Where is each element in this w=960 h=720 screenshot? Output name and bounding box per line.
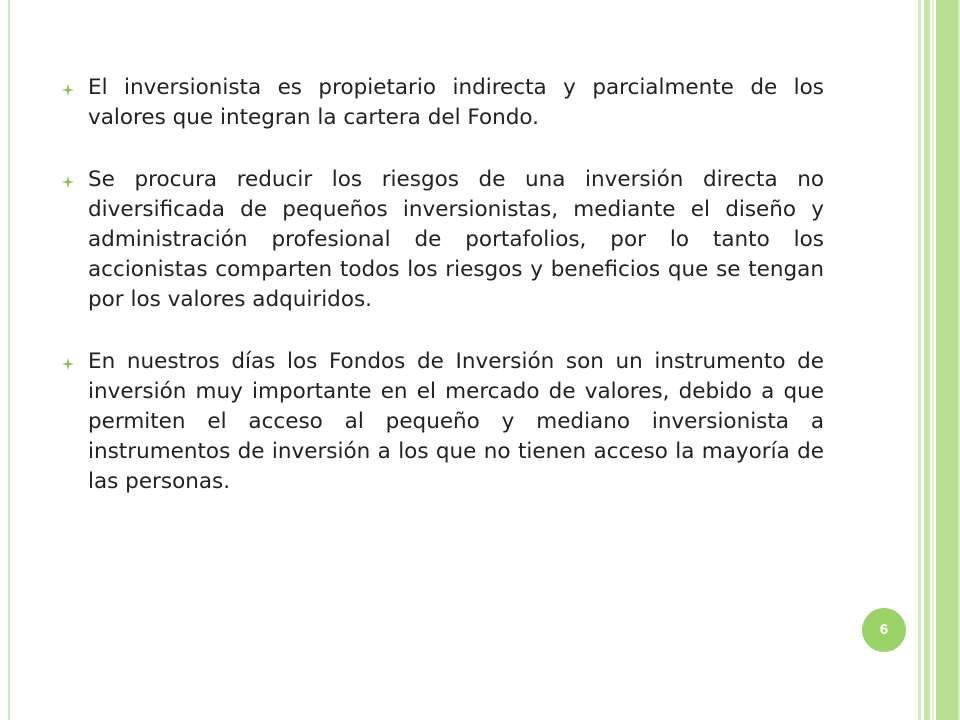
bullet-text: Se procura reducir los riesgos de una inversión directa no diversificada de pequeños inversionistas, mediante el diseño y administración profesional de portafolios, por lo tanto los accionistas comparten todos los riesgos y beneficios que se tengan por los valores adquiridos. (88, 167, 824, 312)
diamond-star-bullet-icon (62, 176, 74, 188)
bullet-item (62, 73, 824, 133)
right-border-stripe (924, 0, 930, 720)
slide-body (62, 73, 824, 529)
bullet-item (62, 347, 824, 497)
right-border-stripe (918, 0, 921, 720)
left-border-line (8, 0, 10, 720)
page-number-badge: 6 (862, 608, 906, 652)
right-border-stripe (936, 0, 958, 720)
bullet-text: El inversionista es propietario indirecta y parcialmente de los valores que integran la cartera del Fondo. (88, 75, 824, 130)
bullet-item (62, 165, 824, 315)
diamond-star-bullet-icon (62, 84, 74, 96)
diamond-star-bullet-icon (62, 358, 74, 370)
right-border-stripe (932, 0, 934, 720)
bullet-text: En nuestros días los Fondos de Inversión son un instrumento de inversión muy importante en el mercado de valores, debido a que permiten el acceso al pequeño y mediano inversionista a instrumentos de inversión a los que no tienen acceso la mayoría de las personas. (88, 349, 824, 494)
